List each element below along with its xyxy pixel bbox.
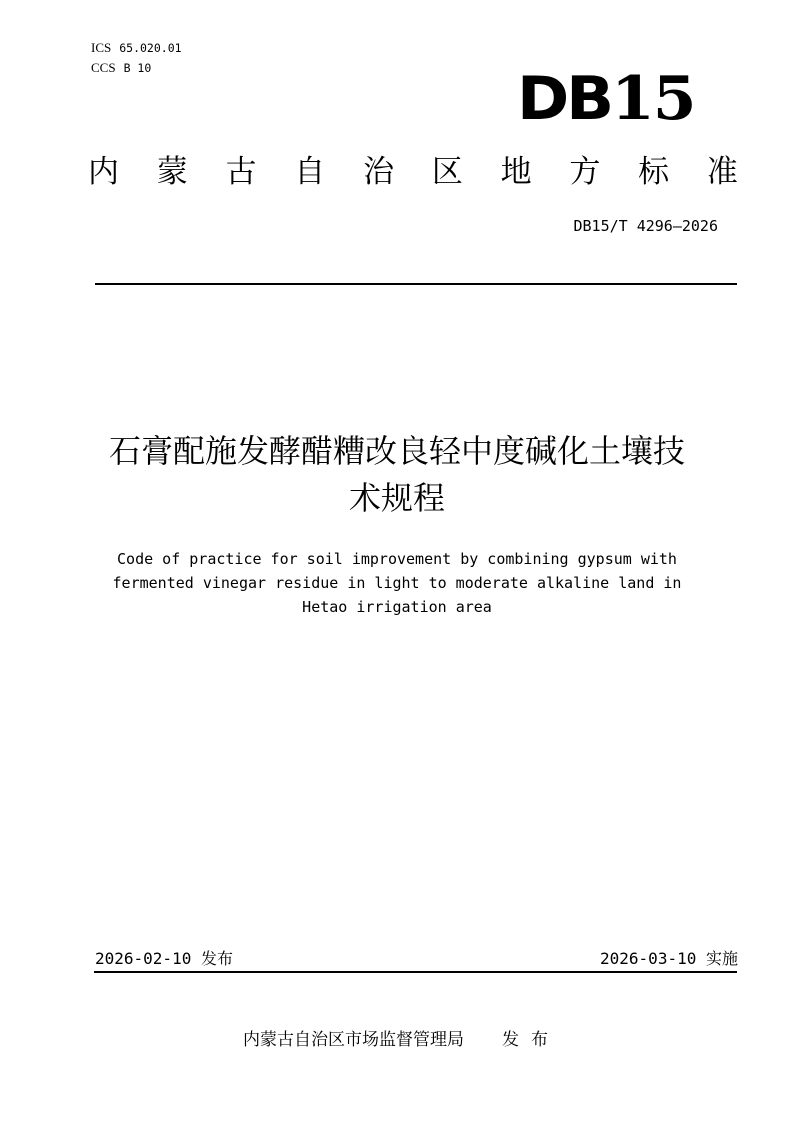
- logo-number: 15: [611, 64, 695, 134]
- title-en-line: fermented vinegar residue in light to moderate alkaline land in: [112, 574, 682, 592]
- ccs-code: [91, 58, 182, 78]
- publisher-action: 发布: [502, 1030, 560, 1050]
- ics-label: ICS: [91, 40, 112, 55]
- ccs-value: B 10: [123, 61, 152, 75]
- publisher-name: 内蒙古自治区市场监督管理局: [243, 1030, 464, 1050]
- org-title-char: 地: [500, 154, 532, 190]
- org-title-char: 准: [706, 154, 738, 190]
- org-title-char: 古: [225, 154, 257, 190]
- title-chinese: [60, 428, 734, 522]
- org-title: [88, 152, 738, 192]
- org-title-char: 内: [88, 154, 119, 190]
- org-title-char: 方: [569, 154, 601, 190]
- implementation-date: [600, 946, 738, 969]
- title-zh-line: 术规程: [348, 479, 445, 517]
- title-en-line: Hetao irrigation area: [302, 598, 492, 616]
- org-title-char: 治: [363, 154, 395, 190]
- standard-number: DB15/T 4296—2026: [573, 217, 718, 235]
- org-title-char: 标: [638, 154, 670, 190]
- issue-date: [95, 946, 233, 969]
- db15-logo: [517, 64, 696, 134]
- ics-value: 65.020.01: [119, 41, 182, 55]
- title-en-line: Code of practice for soil improvement by combining gypsum with: [117, 550, 677, 568]
- ics-code: [91, 38, 182, 58]
- implementation-date-value: 2026-03-10: [600, 949, 697, 968]
- ccs-label: CCS: [91, 60, 116, 75]
- header-divider: [95, 283, 737, 285]
- issue-date-label: 发布: [200, 949, 233, 968]
- implementation-date-label: 实施: [705, 949, 738, 968]
- footer-divider: [94, 971, 737, 973]
- org-title-char: 区: [431, 154, 463, 190]
- publisher: [243, 1025, 560, 1050]
- logo-prefix: DB: [517, 64, 612, 134]
- issue-date-value: 2026-02-10: [95, 949, 192, 968]
- title-english: [60, 547, 734, 619]
- classification-codes: [91, 38, 182, 78]
- org-title-char: 蒙: [156, 154, 188, 190]
- org-title-char: 自: [294, 154, 326, 190]
- title-zh-line: 石膏配施发酵醋糟改良轻中度碱化土壤技: [108, 432, 685, 470]
